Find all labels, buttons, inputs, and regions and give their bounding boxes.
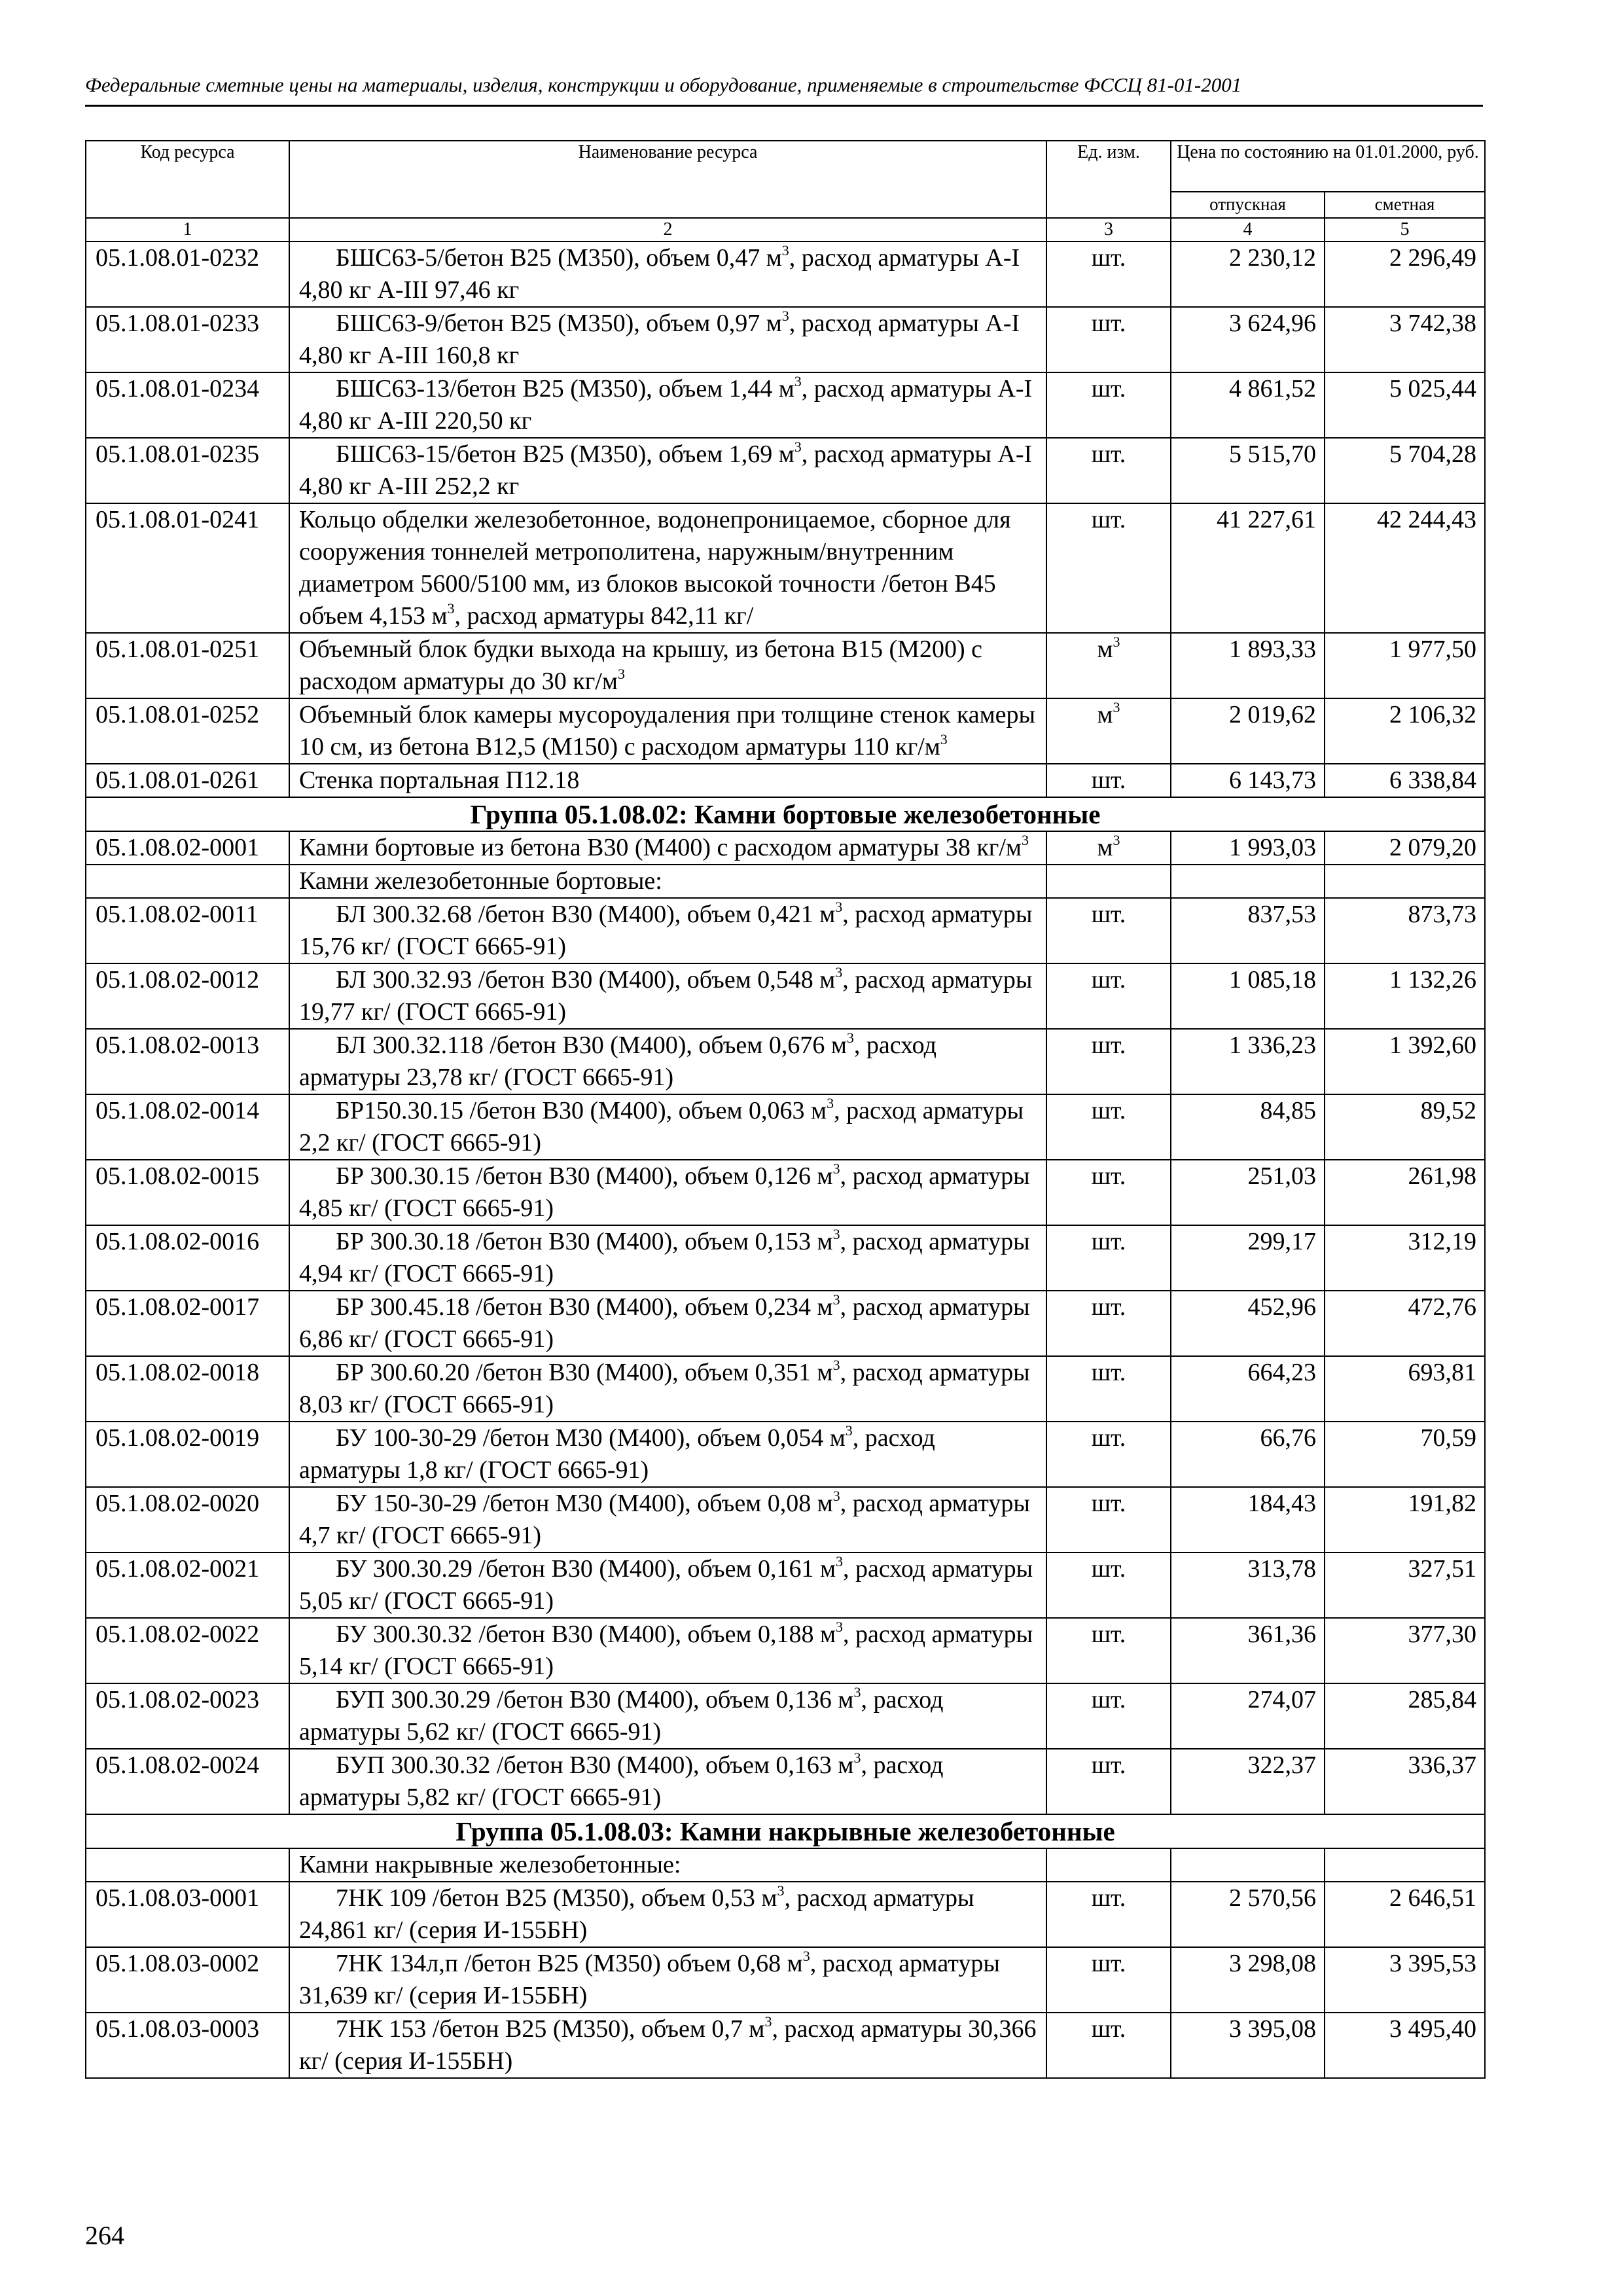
unit: шт. [1046,1552,1171,1618]
table-row [86,1552,1485,1618]
price-estimate: 1 132,26 [1325,963,1485,1029]
unit: шт. [1046,1291,1171,1356]
group-heading-row [86,797,1485,831]
resource-code: 05.1.08.03-0002 [86,1947,289,2013]
resource-code [86,1848,289,1882]
price-wholesale: 361,36 [1171,1618,1325,1683]
price-estimate: 3 742,38 [1325,307,1485,372]
superscript: 3 [835,899,843,916]
unit [1046,1848,1171,1882]
superscript: 3 [777,1882,785,1899]
price-wholesale: 66,76 [1171,1422,1325,1487]
table-row [86,963,1485,1029]
resource-name: БШС63-9/бетон В25 (М350), объем 0,97 $м^3$, расход арматуры А-I 4,80 кг А-III 160,8 кг [289,307,1046,372]
price-estimate: 2 296,49 [1325,242,1485,307]
price-wholesale: 1 993,03 [1171,831,1325,865]
unit: шт. [1046,1947,1171,2013]
resource-code: 05.1.08.02-0017 [86,1291,289,1356]
superscript: 3 [846,1030,854,1047]
price-estimate: 3 495,40 [1325,2013,1485,2078]
price-table [85,140,1486,2079]
table-row [86,698,1485,764]
superscript: 3 [832,1488,840,1505]
resource-name: 7НК 109 /бетон В25 (М350), объем 0,53 $м^3$, расход арматуры 24,861 кг/ (серия И-155БН) [289,1882,1046,1947]
table-row [86,1422,1485,1487]
header-price: Цена по состоянию на 01.01.2000, руб. [1171,141,1485,192]
subheading-row [86,865,1485,898]
unit: шт. [1046,1356,1171,1422]
resource-name: 7НК 134л,п /бетон В25 (М350) объем 0,68 $м^3$, расход арматуры 31,639 кг/ (серия И-155БН) [289,1947,1046,2013]
superscript: 3 [832,1226,840,1243]
superscript: 3 [1021,832,1029,849]
table-row [86,1356,1485,1422]
price-estimate: 1 977,50 [1325,633,1485,698]
price-wholesale: 3 624,96 [1171,307,1325,372]
resource-code: 05.1.08.03-0001 [86,1882,289,1947]
superscript: 3 [836,1553,844,1570]
price-wholesale: 274,07 [1171,1683,1325,1749]
unit: шт. [1046,1094,1171,1160]
unit: шт. [1046,1422,1171,1487]
unit: шт. [1046,898,1171,963]
price-wholesale: 2 230,12 [1171,242,1325,307]
price-wholesale: 1 085,18 [1171,963,1325,1029]
superscript: 3 [845,1422,853,1439]
price-estimate: 472,76 [1325,1291,1485,1356]
resource-code [86,865,289,898]
superscript: 3 [794,439,802,456]
resource-code: 05.1.08.02-0012 [86,963,289,1029]
price-wholesale: 184,43 [1171,1487,1325,1552]
unit: шт. [1046,1749,1171,1814]
unit: шт. [1046,1029,1171,1094]
unit: шт. [1046,764,1171,797]
superscript: 3 [835,964,843,981]
price-wholesale: 837,53 [1171,898,1325,963]
unit: шт. [1046,242,1171,307]
resource-name: БУП 300.30.29 /бетон В30 (М400), объем 0,136 $м^3$, расход арматуры 5,62 кг/ (ГОСТ 6665-91) [289,1683,1046,1749]
table-row [86,372,1485,438]
price-estimate: 261,98 [1325,1160,1485,1225]
resource-code: 05.1.08.02-0024 [86,1749,289,1814]
price-estimate: 70,59 [1325,1422,1485,1487]
superscript: 3 [832,1160,840,1177]
resource-code: 05.1.08.02-0020 [86,1487,289,1552]
price-estimate: 2 106,32 [1325,698,1485,764]
col-number: 5 [1325,218,1485,242]
resource-name: БЛ 300.32.118 /бетон В30 (М400), объем 0,676 $м^3$, расход арматуры 23,78 кг/ (ГОСТ 6665-91) [289,1029,1046,1094]
resource-name: БУП 300.30.32 /бетон В30 (М400), объем 0,163 $м^3$, расход арматуры 5,82 кг/ (ГОСТ 6665-91) [289,1749,1046,1814]
price-estimate: 336,37 [1325,1749,1485,1814]
superscript: 3 [802,1948,810,1965]
resource-name: БР 300.30.18 /бетон В30 (М400), объем 0,153 $м^3$, расход арматуры 4,94 кг/ (ГОСТ 6665-91) [289,1225,1046,1291]
table-row [86,1749,1485,1814]
price-wholesale: 1 336,23 [1171,1029,1325,1094]
superscript: 3 [794,373,802,390]
superscript: 3 [827,1095,834,1112]
subheading: Камни накрывные железобетонные: [289,1848,1046,1882]
price-wholesale: 3 395,08 [1171,2013,1325,2078]
price-estimate [1325,1848,1485,1882]
resource-name: Стенка портальная П12.18 [289,764,1046,797]
table-row [86,438,1485,503]
col-number: 1 [86,218,289,242]
resource-code: 05.1.08.01-0233 [86,307,289,372]
price-wholesale: 2 019,62 [1171,698,1325,764]
resource-code: 05.1.08.01-0232 [86,242,289,307]
resource-name: БР 300.60.20 /бетон В30 (М400), объем 0,351 $м^3$, расход арматуры 8,03 кг/ (ГОСТ 6665-91) [289,1356,1046,1422]
group-heading-row [86,1814,1485,1848]
price-wholesale: 41 227,61 [1171,503,1325,633]
table-row [86,1618,1485,1683]
resource-name: БШС63-15/бетон В25 (М350), объем 1,69 $м^3$, расход арматуры А-I 4,80 кг А-III 252,2 кг [289,438,1046,503]
price-wholesale: 5 515,70 [1171,438,1325,503]
superscript: 3 [1113,634,1120,651]
resource-code: 05.1.08.01-0251 [86,633,289,698]
resource-code: 05.1.08.02-0011 [86,898,289,963]
group-heading: Группа 05.1.08.02: Камни бортовые железобетонные [86,797,1485,831]
unit: шт. [1046,2013,1171,2078]
unit: шт. [1046,1160,1171,1225]
unit: шт. [1046,1487,1171,1552]
table-row [86,1029,1485,1094]
resource-code: 05.1.08.02-0021 [86,1552,289,1618]
price-estimate: 873,73 [1325,898,1485,963]
table-row [86,503,1485,633]
price-estimate: 2 646,51 [1325,1882,1485,1947]
resource-code: 05.1.08.02-0016 [86,1225,289,1291]
header-unit: Ед. изм. [1046,141,1171,218]
resource-name: 7НК 153 /бетон В25 (М350), объем 0,7 $м^3$, расход арматуры 30,366 кг/ (серия И-155БН) [289,2013,1046,2078]
resource-name: Кольцо обделки железобетонное, водонепроницаемое, сборное для сооружения тоннелей метрополитена, наружным/внутренним диаметром 5600/5100 мм, из блоков высокой точности /бетон В45 объем 4,153 $м^3$, расход арматуры 842,11 кг/ [289,503,1046,633]
superscript: 3 [781,308,789,325]
price-estimate: 3 395,53 [1325,1947,1485,2013]
price-wholesale: 1 893,33 [1171,633,1325,698]
price-wholesale [1171,1848,1325,1882]
header-estimate: сметная [1325,192,1485,218]
header-wholesale: отпускная [1171,192,1325,218]
price-estimate: 285,84 [1325,1683,1485,1749]
table-row [86,898,1485,963]
unit: $м^3$ [1046,698,1171,764]
resource-name: БУ 300.30.29 /бетон В30 (М400), объем 0,161 $м^3$, расход арматуры 5,05 кг/ (ГОСТ 6665-91) [289,1552,1046,1618]
resource-name: БР150.30.15 /бетон В30 (М400), объем 0,063 $м^3$, расход арматуры 2,2 кг/ (ГОСТ 6665-91) [289,1094,1046,1160]
price-wholesale: 251,03 [1171,1160,1325,1225]
resource-name: Объемный блок будки выхода на крышу, из бетона В15 (М200) с расходом арматуры до 30 $кг/м^3$ [289,633,1046,698]
resource-name: БШС63-5/бетон В25 (М350), объем 0,47 $м^3$, расход арматуры А-I 4,80 кг А-III 97,46 кг [289,242,1046,307]
price-estimate: 312,19 [1325,1225,1485,1291]
price-wholesale: 664,23 [1171,1356,1325,1422]
resource-name: БЛ 300.32.93 /бетон В30 (М400), объем 0,548 $м^3$, расход арматуры 19,77 кг/ (ГОСТ 6665-91) [289,963,1046,1029]
table-row [86,1487,1485,1552]
resource-code: 05.1.08.02-0022 [86,1618,289,1683]
resource-name: БР 300.30.15 /бетон В30 (М400), объем 0,126 $м^3$, расход арматуры 4,85 кг/ (ГОСТ 6665-91) [289,1160,1046,1225]
table-header [86,141,1485,242]
price-wholesale: 4 861,52 [1171,372,1325,438]
superscript: 3 [853,1749,861,1767]
header-rule [85,105,1483,107]
table-row [86,1094,1485,1160]
table-row [86,1291,1485,1356]
price-estimate [1325,865,1485,898]
price-estimate: 42 244,43 [1325,503,1485,633]
unit: $м^3$ [1046,633,1171,698]
running-header: Федеральные сметные цены на материалы, изделия, конструкции и оборудование, применяемые в строительстве ФССЦ 81-01-2001 [85,73,1242,96]
resource-name: Камни бортовые из бетона В30 (М400) с расходом арматуры 38 $кг/м^3$ [289,831,1046,865]
unit: шт. [1046,307,1171,372]
header-name: Наименование ресурса [289,141,1046,218]
resource-code: 05.1.08.02-0019 [86,1422,289,1487]
resource-name: БЛ 300.32.68 /бетон В30 (М400), объем 0,421 $м^3$, расход арматуры 15,76 кг/ (ГОСТ 6665-91) [289,898,1046,963]
table-body [86,242,1485,2078]
table-row [86,1160,1485,1225]
price-wholesale: 3 298,08 [1171,1947,1325,2013]
resource-name: БУ 100-30-29 /бетон М30 (М400), объем 0,054 $м^3$, расход арматуры 1,8 кг/ (ГОСТ 6665-91) [289,1422,1046,1487]
price-estimate: 89,52 [1325,1094,1485,1160]
page-number: 264 [85,2221,124,2250]
unit: шт. [1046,438,1171,503]
resource-code: 05.1.08.02-0013 [86,1029,289,1094]
price-wholesale: 299,17 [1171,1225,1325,1291]
superscript: 3 [836,1619,844,1636]
resource-code: 05.1.08.01-0252 [86,698,289,764]
unit: шт. [1046,503,1171,633]
price-estimate: 693,81 [1325,1356,1485,1422]
unit: шт. [1046,1225,1171,1291]
col-number: 2 [289,218,1046,242]
superscript: 3 [853,1684,861,1701]
table-row [86,1225,1485,1291]
price-wholesale: 2 570,56 [1171,1882,1325,1947]
resource-code: 05.1.08.02-0018 [86,1356,289,1422]
price-wholesale: 6 143,73 [1171,764,1325,797]
superscript: 3 [832,1357,840,1374]
superscript: 3 [617,666,625,683]
table-row [86,1683,1485,1749]
resource-code: 05.1.08.02-0014 [86,1094,289,1160]
table-row [86,2013,1485,2078]
resource-code: 05.1.08.02-0023 [86,1683,289,1749]
resource-code: 05.1.08.01-0261 [86,764,289,797]
superscript: 3 [940,731,948,748]
price-estimate: 377,30 [1325,1618,1485,1683]
price-estimate: 191,82 [1325,1487,1485,1552]
price-wholesale: 313,78 [1171,1552,1325,1618]
unit: шт. [1046,1618,1171,1683]
price-wholesale [1171,865,1325,898]
price-estimate: 327,51 [1325,1552,1485,1618]
price-estimate: 2 079,20 [1325,831,1485,865]
unit [1046,865,1171,898]
subheading: Камни железобетонные бортовые: [289,865,1046,898]
resource-name: БШС63-13/бетон В25 (М350), объем 1,44 $м^3$, расход арматуры А-I 4,80 кг А-III 220,50 кг [289,372,1046,438]
column-numbers-row [86,218,1485,242]
superscript: 3 [1113,832,1120,849]
price-estimate: 6 338,84 [1325,764,1485,797]
superscript: 3 [832,1291,840,1308]
superscript: 3 [447,600,455,617]
unit: $м^3$ [1046,831,1171,865]
unit: шт. [1046,1683,1171,1749]
unit: шт. [1046,963,1171,1029]
superscript: 3 [764,2013,772,2030]
resource-name: Объемный блок камеры мусороудаления при толщине стенок камеры 10 см, из бетона В12,5 (М150) с расходом арматуры 110 $кг/м^3$ [289,698,1046,764]
table-row [86,1947,1485,2013]
table-row [86,242,1485,307]
price-wholesale: 84,85 [1171,1094,1325,1160]
resource-name: БУ 300.30.32 /бетон В30 (М400), объем 0,188 $м^3$, расход арматуры 5,14 кг/ (ГОСТ 6665-91) [289,1618,1046,1683]
unit: шт. [1046,372,1171,438]
resource-code: 05.1.08.02-0001 [86,831,289,865]
table-row [86,764,1485,797]
table-row [86,831,1485,865]
price-estimate: 5 704,28 [1325,438,1485,503]
col-number: 4 [1171,218,1325,242]
price-estimate: 5 025,44 [1325,372,1485,438]
price-wholesale: 322,37 [1171,1749,1325,1814]
resource-code: 05.1.08.01-0234 [86,372,289,438]
header-code: Код ресурса [86,141,289,218]
resource-code: 05.1.08.02-0015 [86,1160,289,1225]
superscript: 3 [781,242,789,259]
table-row [86,1882,1485,1947]
resource-name: БР 300.45.18 /бетон В30 (М400), объем 0,234 $м^3$, расход арматуры 6,86 кг/ (ГОСТ 6665-91) [289,1291,1046,1356]
col-number: 3 [1046,218,1171,242]
table-row [86,633,1485,698]
unit: шт. [1046,1882,1171,1947]
superscript: 3 [1113,699,1120,716]
price-estimate: 1 392,60 [1325,1029,1485,1094]
resource-code: 05.1.08.01-0241 [86,503,289,633]
price-wholesale: 452,96 [1171,1291,1325,1356]
subheading-row [86,1848,1485,1882]
resource-code: 05.1.08.03-0003 [86,2013,289,2078]
table-row [86,307,1485,372]
resource-name: БУ 150-30-29 /бетон М30 (М400), объем 0,08 $м^3$, расход арматуры 4,7 кг/ (ГОСТ 6665-91) [289,1487,1046,1552]
group-heading: Группа 05.1.08.03: Камни накрывные железобетонные [86,1814,1485,1848]
resource-code: 05.1.08.01-0235 [86,438,289,503]
